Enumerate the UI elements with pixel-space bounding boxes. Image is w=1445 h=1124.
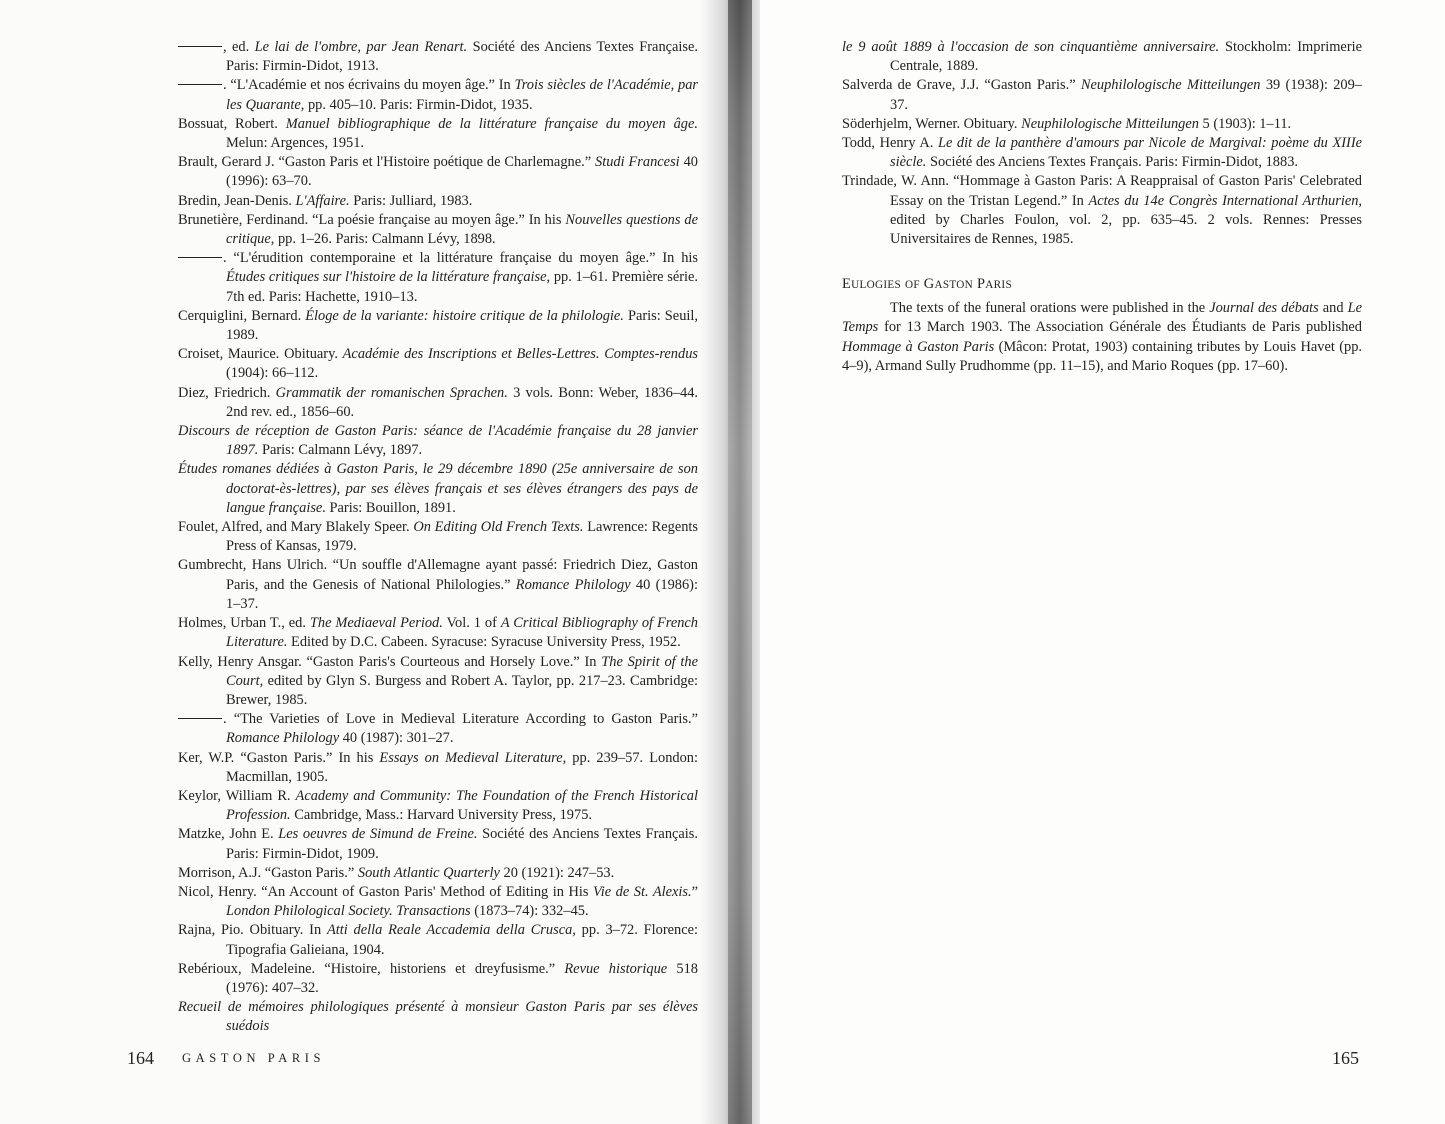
- italic-title-text: Essays on Medieval Literature,: [379, 749, 567, 766]
- citation-text: pp. 1–26. Paris: Calmann Lévy, 1898.: [274, 231, 496, 248]
- citation-text: pp. 239–57. London: Macmillan, 1905.: [226, 749, 698, 785]
- citation-text: Paris: Seuil, 1989.: [226, 307, 698, 344]
- citation-text: Diez, Friedrich.: [178, 384, 276, 401]
- bibliography-entry: [178, 883, 698, 921]
- italic-title-text: Le dit de la panthère d'amours par Nicole de Margival: poème du XIIIe siècle.: [890, 135, 1363, 171]
- right-content-column: [842, 38, 1362, 376]
- bibliography-entry: [178, 960, 698, 998]
- citation-text: , ed.: [223, 39, 255, 55]
- citation-text: Croiset, Maurice. Obituary.: [178, 346, 343, 363]
- bibliography-entry: [178, 787, 698, 825]
- italic-title-text: South Atlantic Quarterly: [357, 864, 500, 881]
- bibliography-entry: [178, 192, 698, 211]
- citation-text: and: [1318, 300, 1348, 317]
- bibliography-entry: [178, 921, 698, 959]
- citation-text: Trindade, W. Ann. “Hommage à Gaston Paris: A Reappraisal of Gaston Paris' Celebrated Essay on the Tristan Legend.” In: [842, 173, 1362, 209]
- bibliography-entry: [178, 556, 698, 614]
- citation-text: Foulet, Alfred, and Mary Blakely Speer.: [178, 519, 414, 536]
- italic-title-text: Le lai de l'ombre, par Jean Renart.: [254, 39, 468, 55]
- citation-text: Paris: Bouillon, 1891.: [325, 499, 456, 516]
- citation-text: Cambridge, Mass.: Harvard University Press, 1975.: [290, 807, 592, 824]
- citation-text: pp. 3–72. Florence: Tipografia Galieiana, 1904.: [226, 922, 698, 958]
- italic-title-text: le 9 août 1889 à l'occasion de son cinquantième anniversaire.: [842, 39, 1220, 55]
- right-bibliography-list: [842, 38, 1362, 249]
- italic-title-text: London Philological Society. Transactions: [226, 903, 471, 920]
- citation-text: (Mâcon: Protat, 1903) containing tributes by Louis Havet (pp. 4–9), Armand Sully Prudhomme (pp. 11–15), and Mario Roques (pp. 17–60).: [842, 338, 1362, 374]
- citation-text: Paris: Julliard, 1983.: [349, 192, 473, 209]
- bibliography-entry: [178, 518, 698, 556]
- eulogies-paragraph: [842, 299, 1362, 376]
- italic-title-text: Romance Philology: [515, 576, 631, 593]
- citation-text: 3 vols. Bonn: Weber, 1836–44. 2nd rev. ed., 1856–60.: [226, 384, 698, 420]
- italic-title-text: Vie de St. Alexis.: [593, 883, 692, 900]
- italic-title-text: Les oeuvres de Simund de Freine.: [278, 826, 478, 843]
- bibliography-entry: [178, 249, 698, 307]
- citation-text: (1904): 66–112.: [226, 365, 319, 382]
- citation-text: Keylor, William R.: [178, 787, 296, 804]
- italic-title-text: Neuphilologische Mitteilungen: [1021, 115, 1199, 132]
- citation-text: Holmes, Urban T., ed.: [178, 615, 310, 632]
- italic-title-text: Éloge de la variante: histoire critique de la philologie.: [305, 307, 624, 324]
- citation-text: 39 (1938): 209–37.: [890, 77, 1362, 113]
- citation-text: Société des Anciens Textes Français. Paris: Firmin-Didot, 1883.: [926, 154, 1298, 171]
- italic-title-text: Nouvelles questions de critique,: [226, 211, 698, 248]
- italic-title-text: Romance Philology: [226, 730, 340, 747]
- citation-text: Stockholm: Imprimerie Centrale, 1889.: [890, 39, 1362, 75]
- bibliography-entry: [178, 211, 698, 249]
- citation-text: The texts of the funeral orations were published in the: [890, 300, 1210, 317]
- citation-text: Edited by D.C. Cabeen. Syracuse: Syracuse University Press, 1952.: [287, 634, 681, 651]
- citation-text: Bredin, Jean-Denis.: [178, 192, 296, 209]
- bibliography-entry: [842, 115, 1362, 134]
- citation-text: pp. 1–61. Première série. 7th ed. Paris: Hachette, 1910–13.: [226, 269, 699, 305]
- italic-title-text: Académie des Inscriptions et Belles-Lettres. Comptes-rendus: [342, 346, 698, 363]
- bibliography-entry: [178, 864, 698, 883]
- repeat-author-rule: [178, 84, 222, 85]
- bibliography-entry: [178, 825, 698, 863]
- citation-text: Lawrence: Regents Press of Kansas, 1979.: [226, 519, 698, 555]
- citation-text: Société des Anciens Textes Française. Paris: Firmin-Didot, 1913.: [226, 39, 698, 75]
- citation-text: Brault, Gerard J. “Gaston Paris et l'Histoire poétique de Charlemagne.”: [178, 154, 596, 171]
- citation-text: Söderhjelm, Werner. Obituary.: [842, 115, 1022, 132]
- italic-title-text: Actes du 14e Congrès International Arthurien,: [1088, 192, 1363, 209]
- page-number-right: 165: [1332, 1048, 1359, 1068]
- citation-text: Ker, W.P. “Gaston Paris.” In his: [178, 749, 380, 766]
- citation-text: for 13 March 1903. The Association Générale des Étudiants de Paris published: [878, 319, 1362, 336]
- citation-text: Bossuat, Robert.: [178, 115, 286, 132]
- italic-title-text: Revue historique: [564, 960, 668, 977]
- italic-title-text: Neuphilologische Mitteilungen: [1080, 77, 1261, 94]
- bibliography-entry: [842, 134, 1362, 172]
- citation-text: (1873–74): 332–45.: [470, 903, 589, 920]
- citation-text: Melun: Argences, 1951.: [226, 135, 365, 152]
- page-number-left: 164: [127, 1048, 154, 1068]
- citation-text: 5 (1903): 1–11.: [1198, 115, 1292, 132]
- citation-text: Morrison, A.J. “Gaston Paris.”: [178, 864, 358, 881]
- italic-title-text: L'Affaire.: [295, 192, 350, 209]
- citation-text: Gumbrecht, Hans Ulrich. “Un souffle d'Allemagne ayant passé: Friedrich Diez, Gaston Paris, and the Genesis of National Philologies.”: [178, 557, 698, 593]
- citation-text: Kelly, Henry Ansgar. “Gaston Paris's Courteous and Horsely Love.” In: [178, 653, 602, 670]
- left-bibliography-column: [178, 38, 698, 1037]
- citation-text: Matzke, John E.: [178, 826, 279, 843]
- italic-title-text: On Editing Old French Texts.: [413, 519, 584, 536]
- citation-text: 40 (1996): 63–70.: [226, 154, 698, 190]
- italic-title-text: A Critical Bibliography of French Literature.: [226, 615, 698, 651]
- repeat-author-rule: [178, 257, 222, 258]
- italic-title-text: The Spirit of the Court,: [226, 653, 699, 689]
- citation-text: . “L'Académie et nos écrivains du moyen âge.” In: [223, 77, 515, 94]
- running-head: GASTON PARIS: [182, 1051, 326, 1065]
- citation-text: Paris: Calmann Lévy, 1897.: [258, 442, 423, 459]
- section-heading-eulogies: EULOGIES OF GASTON PARIS: [842, 276, 1012, 293]
- italic-title-text: Academy and Community: The Foundation of the French Historical Profession.: [226, 787, 698, 824]
- bibliography-entry: [842, 172, 1362, 249]
- bibliography-entry: [842, 38, 1362, 76]
- citation-text: 40 (1986): 1–37.: [226, 576, 698, 612]
- citation-text: 518 (1976): 407–32.: [226, 960, 698, 996]
- bibliography-entry: [178, 653, 698, 711]
- citation-text: . “L'érudition contemporaine et la littérature française du moyen âge.” In his: [223, 250, 698, 267]
- italic-title-text: The Mediaeval Period.: [309, 615, 443, 632]
- bibliography-entry: [842, 76, 1362, 114]
- citation-text: Société des Anciens Textes Français. Paris: Firmin-Didot, 1909.: [226, 826, 698, 862]
- citation-text: Nicol, Henry. “An Account of Gaston Paris' Method of Editing in His: [178, 883, 594, 900]
- italic-title-text: Le Temps: [842, 300, 1363, 336]
- italic-title-text: Hommage à Gaston Paris: [842, 338, 995, 355]
- italic-title-text: Atti della Reale Accademia della Crusca,: [326, 922, 576, 939]
- citation-text: Brunetière, Ferdinand. “La poésie française au moyen âge.” In his: [178, 211, 566, 228]
- bibliography-entry: [178, 345, 698, 383]
- italic-title-text: Études romanes dédiées à Gaston Paris, le 29 décembre 1890 (25e anniversaire de son doctorat-ès-lettres), par ses élèves français et ses élèves étrangers des pays de langue française.: [178, 461, 698, 516]
- bibliography-entry: [178, 76, 698, 114]
- italic-title-text: Manuel bibliographique de la littérature française du moyen âge.: [285, 115, 698, 132]
- citation-text: pp. 405–10. Paris: Firmin-Didot, 1935.: [304, 96, 533, 113]
- citation-text: Rajna, Pio. Obituary. In: [178, 922, 327, 939]
- citation-text: Cerquiglini, Bernard.: [178, 307, 306, 324]
- citation-text: edited by Glyn S. Burgess and Robert A. Taylor, pp. 217–23. Cambridge: Brewer, 1985.: [226, 672, 698, 708]
- citation-text: ”: [691, 883, 698, 900]
- bibliography-entry: [178, 710, 698, 748]
- bibliography-entry: [178, 38, 698, 76]
- citation-text: Vol. 1 of: [442, 615, 501, 632]
- bibliography-entry: [178, 614, 698, 652]
- bibliography-entry: [178, 749, 698, 787]
- citation-text: Todd, Henry A.: [842, 135, 938, 152]
- gutter-shadow: [728, 0, 752, 1124]
- repeat-author-rule: [178, 718, 222, 719]
- citation-text: Salverda de Grave, J.J. “Gaston Paris.”: [842, 77, 1081, 94]
- italic-title-text: Grammatik der romanischen Sprachen.: [275, 384, 508, 401]
- citation-text: Rebérioux, Madeleine. “Histoire, historiens et dreyfusisme.”: [178, 960, 565, 977]
- bibliography-entry: [178, 460, 698, 518]
- bibliography-entry: [178, 998, 698, 1036]
- italic-title-text: Discours de réception de Gaston Paris: séance de l'Académie française du 28 janvier 1897.: [178, 423, 698, 459]
- italic-title-text: Recueil de mémoires philologiques présenté à monsieur Gaston Paris par ses élèves suédois: [178, 999, 698, 1035]
- italic-title-text: Trois siècles de l'Académie, par les Quarante,: [226, 77, 698, 113]
- bibliography-entry: [178, 307, 698, 345]
- citation-text: 20 (1921): 247–53.: [499, 864, 615, 881]
- citation-text: 40 (1987): 301–27.: [339, 730, 454, 747]
- bibliography-entry: [178, 384, 698, 422]
- citation-text: edited by Charles Foulon, vol. 2, pp. 635–45. 2 vols. Rennes: Presses Universitaires de Rennes, 1985.: [890, 211, 1362, 248]
- italic-title-text: Études critiques sur l'histoire de la littérature française,: [226, 269, 551, 286]
- citation-text: . “The Varieties of Love in Medieval Literature According to Gaston Paris.”: [223, 711, 698, 728]
- bibliography-entry: [178, 153, 698, 191]
- italic-title-text: Journal des débats: [1209, 300, 1319, 317]
- bibliography-entry: [178, 115, 698, 153]
- repeat-author-rule: [178, 46, 222, 47]
- italic-title-text: Studi Francesi: [595, 154, 680, 171]
- bibliography-entry: [178, 422, 698, 460]
